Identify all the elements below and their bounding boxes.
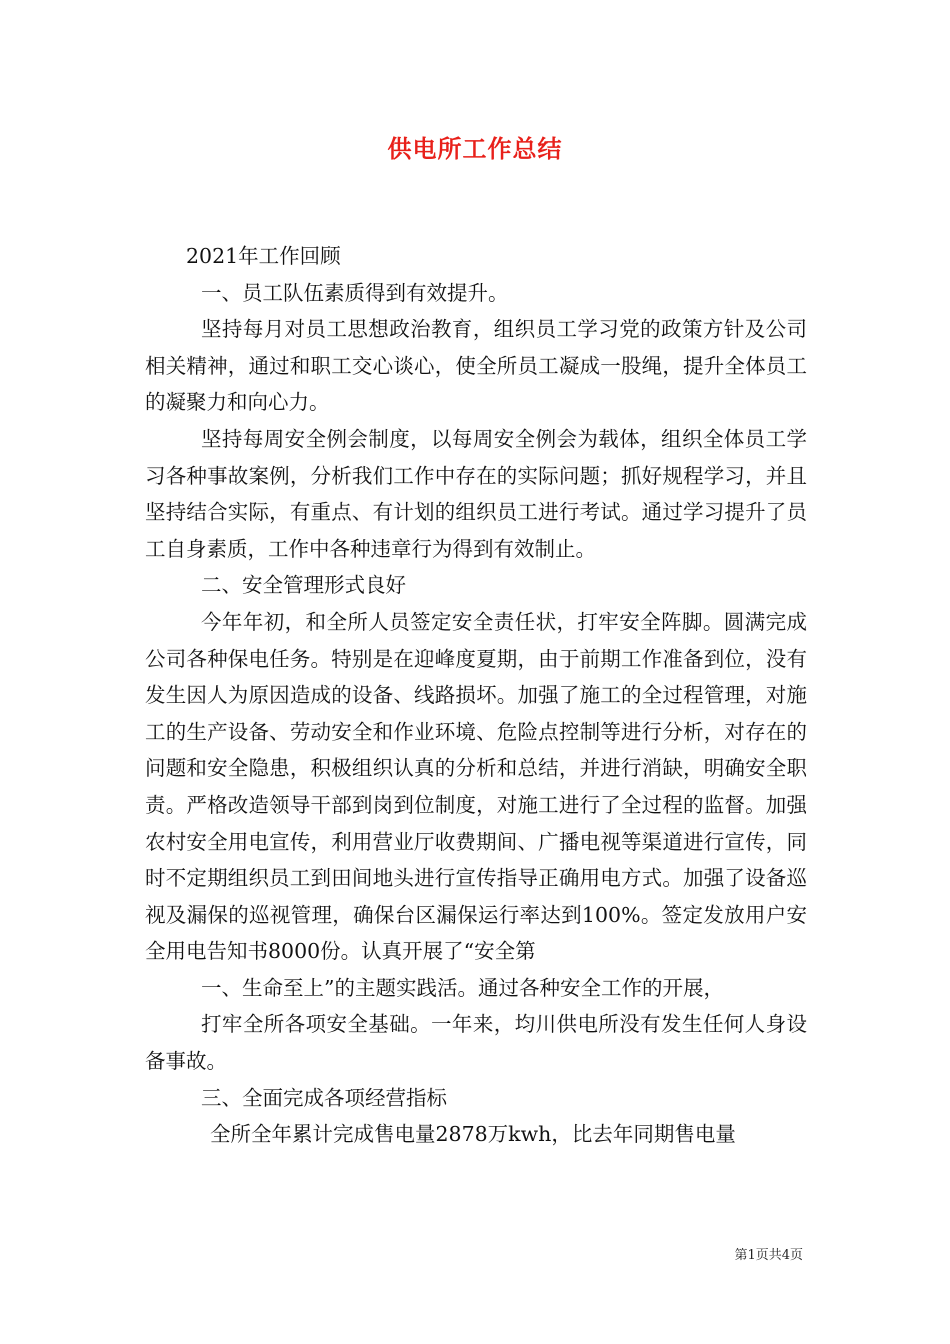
paragraph-safety-foundation: 打牢全所各项安全基础。一年来，均川供电所没有发生任何人身设备事故。: [145, 1012, 807, 1074]
document-title: 供电所工作总结: [387, 134, 563, 163]
paragraph-sales-volume: 全所全年累计完成售电量2878万kwh，比去年同期售电量: [210, 1122, 736, 1147]
paragraph-monthly-education: 坚持每月对员工思想政治教育，组织员工学习党的政策方针及公司相关精神，通过和职工交心谈心，使全所员工凝成一股绳，提升全体员工的凝聚力和向心力。: [145, 317, 807, 415]
paragraph-weekly-safety: 坚持每周安全例会制度，以每周安全例会为载体，组织全体员工学习各种事故案例，分析我们工作中存在的实际问题；抓好规程学习，并且坚持结合实际，有重点、有计划的组织员工进行考试。通过学习提升了员工自身素质，工作中各种违章行为得到有效制止。: [145, 426, 807, 561]
section-heading-staff: 一、员工队伍素质得到有效提升。: [201, 280, 509, 305]
section-heading-business: 三、全面完成各项经营指标: [201, 1085, 447, 1110]
paragraph-theme-practice: 一、生命至上”的主题实践活。通过各种安全工作的开展，: [201, 975, 724, 1000]
document-body: [145, 238, 807, 1153]
page-number: 第1页共4页: [734, 1248, 803, 1263]
paragraph-safety-details: 今年年初，和全所人员签定安全责任状，打牢安全阵脚。圆满完成公司各种保电任务。特别是在迎峰度夏期，由于前期工作准备到位，没有发生因人为原因造成的设备、线路损坏。加强了施工的全过程管理，对施工的生产设备、劳动安全和作业环境、危险点控制等进行分析，对存在的问题和安全隐患，积极组织认真的分析和总结，并进行消缺，明确安全职责。严格改造领导干部到岗到位制度，对施工进行了全过程的监督。加强农村安全用电宣传，利用营业厅收费期间、广播电视等渠道进行宣传，同时不定期组织员工到田间地头进行宣传指导正确用电方式。加强了设备巡视及漏保的巡视管理，确保台区漏保运行率达到100%。签定发放用户安全用电告知书8000份。认真开展了“安全第: [145, 609, 807, 964]
paragraph-year-review: 2021年工作回顾: [186, 244, 341, 268]
section-heading-safety: 二、安全管理形式良好: [201, 573, 406, 598]
